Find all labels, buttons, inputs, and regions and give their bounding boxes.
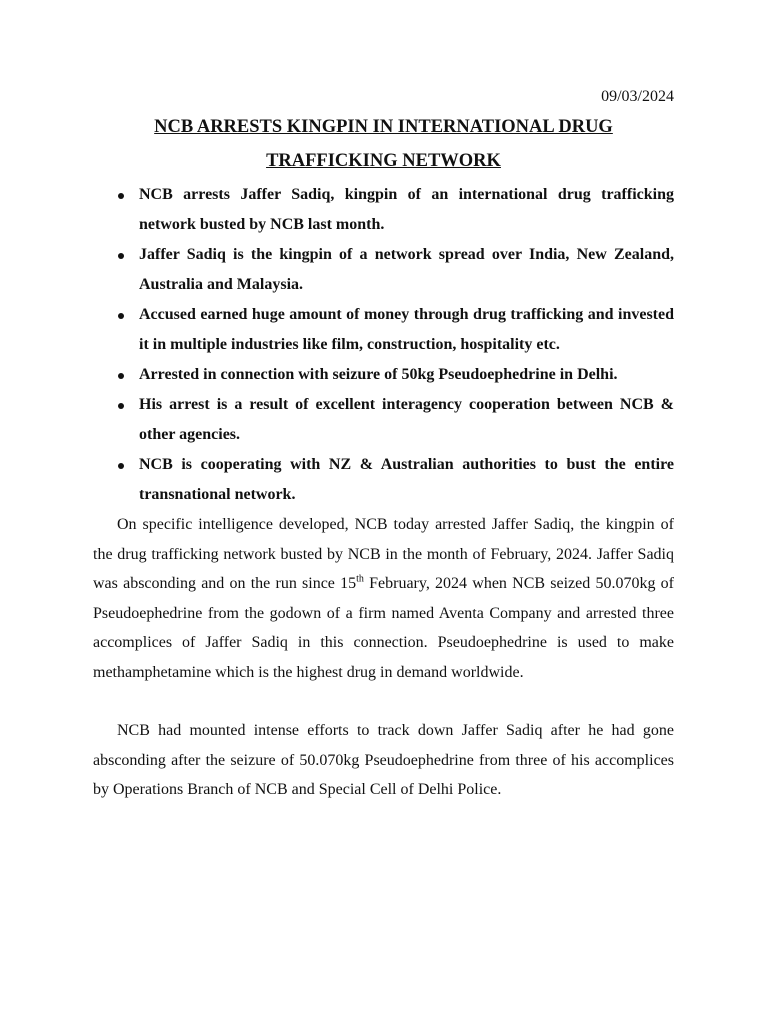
headline: NCB ARRESTS KINGPIN IN INTERNATIONAL DRUG TRAFFICKING NETWORK (154, 117, 613, 171)
key-point (93, 360, 674, 390)
key-point (93, 390, 674, 450)
key-point (93, 180, 674, 240)
key-point (93, 450, 674, 510)
key-point (93, 300, 674, 360)
ordinal-suffix: th (356, 573, 364, 585)
paragraph-1-text-a: On specific intelligence developed, NCB today arrested Jaffer Sadiq, the kingpin of the drug trafficking network busted by NCB in the month of February, 2024. Jaffer Sadiq was absconding and on the run since 15 (93, 516, 674, 592)
key-point-text: Accused earned huge amount of money through drug trafficking and invested it in multiple industries like film, construction, hospitality etc. (139, 306, 674, 353)
press-release-page (93, 84, 674, 805)
bullet-dot-icon (118, 373, 124, 379)
bullet-dot-icon (118, 403, 124, 409)
body-paragraph-2: NCB had mounted intense efforts to track down Jaffer Sadiq after he had gone absconding after the seizure of 50.070kg Pseudoephedrine from three of his accomplices by Operations Branch of NCB and Special Cell of Delhi Police. (93, 722, 674, 798)
bullet-dot-icon (118, 313, 124, 319)
key-point-text: NCB arrests Jaffer Sadiq, kingpin of an international drug trafficking network busted by NCB last month. (139, 186, 674, 233)
key-point-text: Arrested in connection with seizure of 50kg Pseudoephedrine in Delhi. (139, 366, 618, 383)
key-point (93, 240, 674, 300)
release-date: 09/03/2024 (601, 88, 674, 105)
body-paragraph-1 (93, 510, 674, 687)
key-point-text: Jaffer Sadiq is the kingpin of a network spread over India, New Zealand, Australia and Malaysia. (139, 246, 674, 293)
paragraph-1-text-b: February, 2024 when NCB seized 50.070kg of Pseudoephedrine from the godown of a firm named Aventa Company and arrested three accomplices of Jaffer Sadiq in this connection. Pseudoephedrine is used to make methamphetamine which is the highest drug in demand worldwide. (93, 575, 675, 681)
key-point-text: NCB is cooperating with NZ & Australian authorities to bust the entire transnational network. (139, 456, 674, 503)
bullet-dot-icon (118, 253, 124, 259)
bullet-dot-icon (118, 193, 124, 199)
bullet-dot-icon (118, 463, 124, 469)
key-points-list (93, 180, 674, 510)
key-point-text: His arrest is a result of excellent interagency cooperation between NCB & other agencies. (139, 396, 674, 443)
